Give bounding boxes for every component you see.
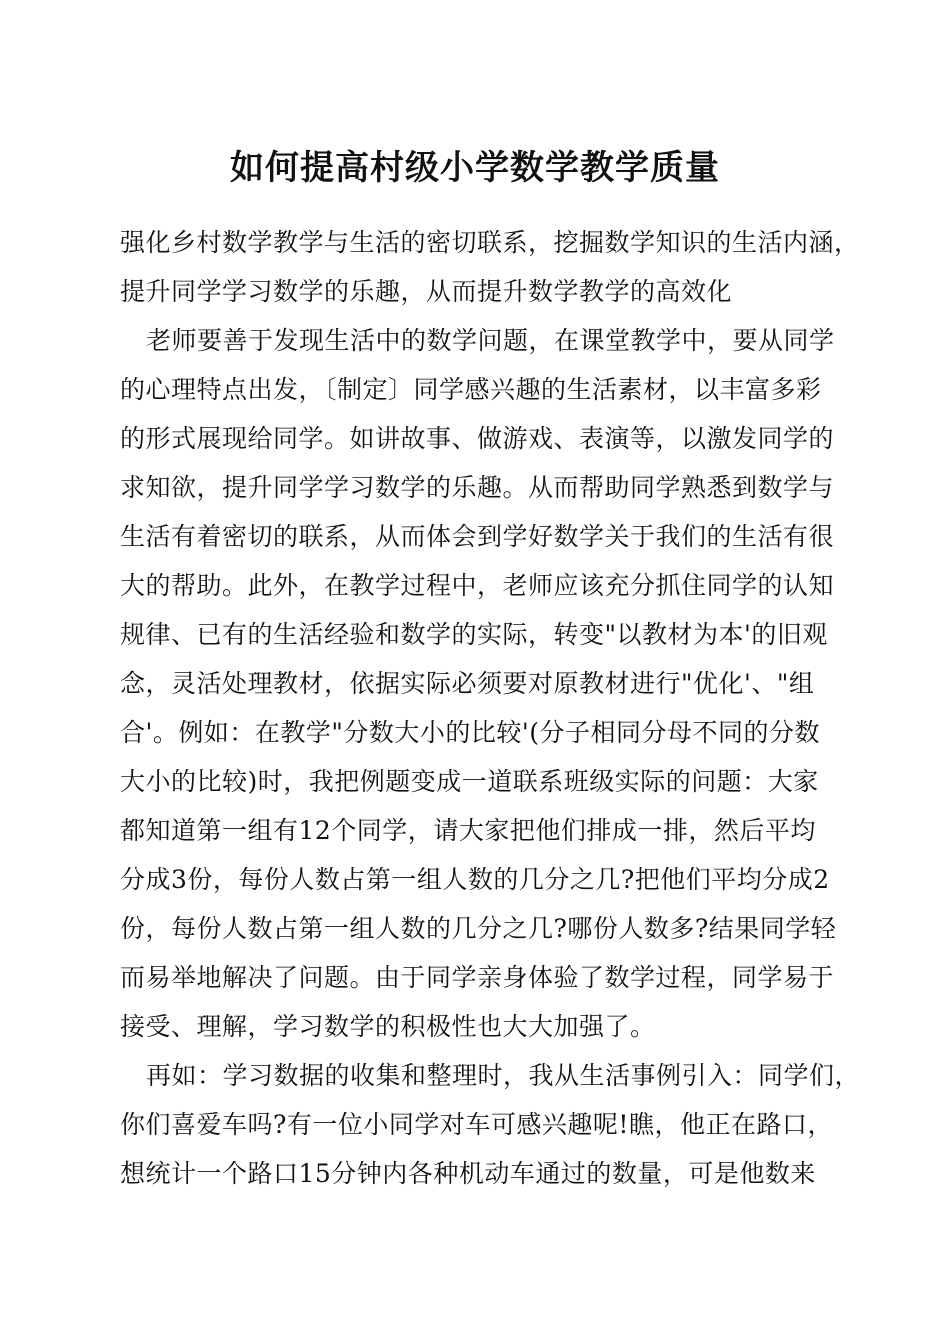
paragraph-line: 接受、理解，学习数学的积极性也大大加强了。 — [120, 1012, 656, 1041]
paragraph-line: 念，灵活处理教材，依据实际必须要对原教材进行"优化'、"组 — [120, 669, 815, 698]
paragraph-line: 你们喜爱车吗?有一位小同学对车可感兴趣呢!瞧，他正在路口， — [120, 1110, 833, 1139]
paragraph-line: 强化乡村数学教学与生活的密切联系，挖掘数学知识的生活内涵， — [120, 228, 860, 257]
paragraph-line: 的形式展现给同学。如讲故事、做游戏、表演等，以激发同学的 — [120, 424, 835, 453]
paragraph-line: 再如：学习数据的收集和整理时，我从生活事例引入：同学们， — [146, 1061, 861, 1090]
paragraph-line: 都知道第一组有12个同学，请大家把他们排成一排，然后平均 — [120, 816, 816, 845]
paragraph-line: 合'。例如：在教学"分数大小的比较'(分子相同分母不同的分数 — [120, 718, 820, 747]
paragraph-line: 生活有着密切的联系，从而体会到学好数学关于我们的生活有很 — [120, 522, 835, 551]
paragraph-line: 的心理特点出发，〔制定〕同学感兴趣的生活素材，以丰富多彩 — [120, 375, 822, 404]
paragraph-line: 想统计一个路口15分钟内各种机动车通过的数量，可是他数来 — [120, 1159, 816, 1188]
paragraph-line: 求知欲，提升同学学习数学的乐趣。从而帮助同学熟悉到数学与 — [120, 473, 835, 502]
paragraph-line: 而易举地解决了问题。由于同学亲身体验了数学过程，同学易于 — [120, 963, 835, 992]
paragraph-line: 份，每份人数占第一组人数的几分之几?哪份人数多?结果同学轻 — [120, 914, 837, 943]
paragraph-line: 分成3份，每份人数占第一组人数的几分之几?把他们平均分成2 — [120, 865, 830, 894]
document-title: 如何提高村级小学数学教学质量 — [230, 148, 720, 188]
paragraph-line: 规律、已有的生活经验和数学的实际，转变"以教材为本'的旧观 — [120, 620, 828, 649]
paragraph-line: 老师要善于发现生活中的数学问题，在课堂教学中，要从同学 — [146, 326, 835, 355]
paragraph-line: 大的帮助。此外，在教学过程中，老师应该充分抓住同学的认知 — [120, 571, 835, 600]
paragraph-line: 提升同学学习数学的乐趣，从而提升数学教学的高效化 — [120, 277, 733, 306]
paragraph-line: 大小的比较)时，我把例题变成一道联系班级实际的问题：大家 — [120, 767, 819, 796]
